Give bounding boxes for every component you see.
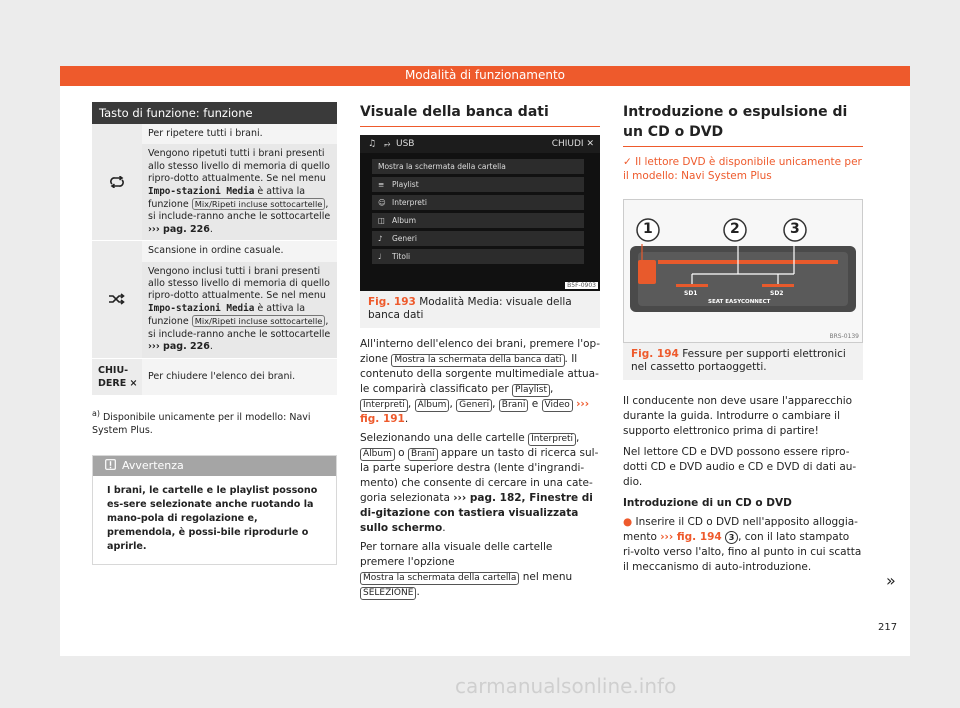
para-text: o bbox=[394, 447, 408, 459]
para-text: . bbox=[442, 522, 446, 534]
list-item-genres[interactable] bbox=[372, 231, 584, 246]
column-middle bbox=[360, 102, 600, 600]
footnote bbox=[92, 408, 337, 437]
table-row bbox=[92, 124, 337, 241]
title-icon: ♩ bbox=[378, 252, 382, 261]
warning-text: I brani, le cartelle e le playlist possono es-sere selezionate anche ruotando la mano-pola di regolazione e, premendola, è possi-bile riprodurle o aprirle. bbox=[107, 485, 318, 553]
row-description bbox=[142, 262, 337, 358]
item-label: Interpreti bbox=[392, 198, 427, 207]
para-text: , bbox=[550, 383, 554, 395]
desc-text: , si include-ranno anche le sottocartelle bbox=[148, 199, 331, 223]
ui-option: Brani bbox=[499, 399, 529, 412]
desc-text: , si include-ranno anche le sottocartelle bbox=[148, 316, 331, 340]
album-icon: ◫ bbox=[378, 216, 386, 225]
item-label: Generi bbox=[392, 234, 417, 243]
slots-figure bbox=[623, 199, 863, 343]
header-title: Modalità di funzionamento bbox=[404, 68, 566, 82]
close-label: CHIUDI bbox=[551, 139, 584, 149]
step-number-badge: 3 bbox=[725, 531, 738, 544]
para-text: All'interno dell'elenco dei brani, premere l'op-zione bbox=[360, 338, 600, 365]
close-icon: ✕ bbox=[586, 139, 594, 149]
figure-code: B5F-0903 bbox=[567, 282, 596, 289]
para-text: , bbox=[576, 432, 580, 444]
music-note-icon: ♫ bbox=[368, 139, 377, 149]
para-text: , bbox=[407, 398, 415, 410]
slot-label-sd2: SD2 bbox=[770, 290, 784, 297]
menu-name: Impo-stazioni Media bbox=[148, 185, 255, 197]
paragraph bbox=[360, 431, 600, 536]
list-item-titles[interactable] bbox=[372, 249, 584, 264]
media-screen-figure bbox=[360, 135, 600, 291]
source-label: USB bbox=[396, 139, 415, 149]
para-text: nel menu bbox=[519, 571, 573, 583]
brand-label: SEAT EASYCONNECT bbox=[708, 299, 771, 305]
table-row bbox=[92, 359, 337, 396]
menu-name: Impo-stazioni Media bbox=[148, 302, 255, 314]
continue-mark: » bbox=[886, 571, 896, 590]
desc-text: . bbox=[209, 223, 213, 235]
para-text: , bbox=[492, 398, 499, 410]
warning-icon bbox=[105, 459, 116, 470]
slot-label-sd1: SD1 bbox=[684, 290, 698, 297]
note-text: Il lettore DVD è disponibile unicamente per il modello: Navi System Plus bbox=[623, 156, 862, 182]
playlist-icon: ≡ bbox=[378, 180, 385, 189]
warning-header bbox=[93, 456, 336, 476]
row-summary: Scansione in ordine casuale. bbox=[142, 241, 337, 261]
page-header bbox=[60, 66, 910, 84]
caption-text: Modalità Media: visuale della banca dati bbox=[368, 296, 572, 321]
glovebox-slots-illustration bbox=[624, 200, 862, 342]
figure-caption bbox=[360, 291, 600, 328]
table-heading: Tasto di funzione: funzione bbox=[92, 102, 337, 124]
screen-list bbox=[372, 159, 584, 267]
screen-topbar bbox=[360, 135, 600, 153]
section-title: Introduzione o espulsione di un CD o DVD bbox=[623, 104, 848, 140]
watermark: carmanualsonline.info bbox=[455, 674, 677, 698]
header-divider bbox=[60, 84, 910, 86]
section-title: Visuale della banca dati bbox=[360, 104, 549, 120]
para-text: Per tornare alla visuale delle cartelle premere l'opzione bbox=[360, 541, 553, 568]
column-right bbox=[623, 102, 863, 575]
ui-option: Video bbox=[542, 399, 573, 412]
para-text: , bbox=[449, 398, 457, 410]
ui-option: Generi bbox=[456, 399, 492, 412]
table-key-cell bbox=[92, 241, 142, 357]
desc-text: Vengono inclusi tutti i brani presenti allo stesso livello di memoria di quello ripro-dotto attualmente. Se nel menu bbox=[148, 265, 330, 302]
row-description bbox=[142, 144, 337, 240]
paragraph bbox=[360, 337, 600, 427]
paragraph: Il conducente non deve usare l'apparecchio durante la guida. Introdurre o cambiare il supporto elettronico prima di partire! bbox=[623, 395, 853, 437]
para-text: . Il contenuto della sorgente multimediale attua-le comparirà classificato per bbox=[360, 353, 599, 395]
title-rule bbox=[623, 146, 863, 147]
ui-option: Album bbox=[360, 448, 395, 461]
title-rule bbox=[360, 126, 600, 127]
figure-reference[interactable]: ››› fig. 191 bbox=[360, 398, 590, 425]
figure-number: Fig. 194 bbox=[631, 348, 679, 360]
ui-option: Mostra la schermata della cartella bbox=[360, 572, 519, 585]
warning-title: Avvertenza bbox=[122, 459, 184, 473]
table-key-cell bbox=[92, 124, 142, 240]
manual-page bbox=[60, 66, 910, 656]
footnote-marker: a) bbox=[92, 408, 100, 418]
usb-icon: ⭈ bbox=[384, 139, 391, 148]
column-left bbox=[92, 102, 337, 565]
item-label: Album bbox=[392, 216, 417, 225]
figure-reference[interactable]: ››› fig. 194 bbox=[660, 531, 722, 543]
model-note bbox=[623, 155, 863, 183]
ui-option: Mostra la schermata della banca dati bbox=[391, 354, 564, 367]
item-label: Playlist bbox=[392, 180, 419, 189]
callout-1: 1 bbox=[643, 221, 653, 237]
item-label: Titoli bbox=[392, 252, 411, 261]
para-text: . bbox=[416, 586, 420, 598]
ui-option: SELEZIONE bbox=[360, 587, 416, 600]
genre-icon: ♪ bbox=[378, 234, 383, 243]
caption-text: Fessure per supporti elettronici nel cassetto portaoggetti. bbox=[631, 348, 846, 373]
para-text: . bbox=[404, 413, 409, 425]
warning-box bbox=[92, 455, 337, 565]
list-item-album[interactable] bbox=[372, 213, 584, 228]
close-key-label: CHIU-DERE × bbox=[92, 359, 142, 395]
desc-text: Vengono ripetuti tutti i brani presenti allo stesso livello di memoria di quello ripro-dotto attualmente. Se nel menu bbox=[148, 148, 330, 185]
close-screen-button[interactable] bbox=[552, 135, 594, 153]
option-button: Mix/Ripeti incluse sottocartelle bbox=[192, 198, 326, 210]
para-text: Selezionando una delle cartelle bbox=[360, 432, 529, 444]
page-reference[interactable]: ››› pag. 226 bbox=[148, 223, 210, 235]
figure-number: Fig. 193 bbox=[368, 296, 416, 308]
desc-text: . bbox=[209, 341, 213, 353]
desc-text: è attiva la funzione bbox=[148, 302, 306, 328]
bullet-item bbox=[623, 515, 863, 575]
callout-3: 3 bbox=[790, 221, 800, 237]
para-text: e bbox=[528, 398, 542, 410]
ui-option: Interpreti bbox=[528, 433, 576, 446]
page-number: 217 bbox=[878, 622, 898, 633]
subsection-title: Introduzione di un CD o DVD bbox=[623, 497, 792, 509]
list-item-artists[interactable] bbox=[372, 195, 584, 210]
figure-caption bbox=[623, 343, 863, 380]
paragraph: Nel lettore CD e DVD possono essere ripro-dotti CD e DVD audio e CD e DVD di dati au-dio. bbox=[623, 446, 857, 488]
figure-code: BRS-0139 bbox=[829, 333, 859, 340]
shuffle-icon bbox=[109, 293, 125, 305]
table-row bbox=[92, 241, 337, 358]
ui-option: Playlist bbox=[512, 384, 550, 397]
list-item-playlist[interactable] bbox=[372, 177, 584, 192]
bullet-icon: ● bbox=[623, 516, 633, 528]
desc-text: è attiva la funzione bbox=[148, 185, 306, 211]
paragraph bbox=[360, 540, 600, 600]
para-text: Inserire il CD o DVD nell'apposito alloggia-mento bbox=[623, 516, 858, 543]
ui-option: Album bbox=[415, 399, 450, 412]
callout-2: 2 bbox=[730, 221, 740, 237]
option-button: Mix/Ripeti incluse sottocartelle bbox=[192, 315, 326, 327]
row-summary: Per ripetere tutti i brani. bbox=[142, 124, 337, 144]
list-item-show-folder[interactable]: Mostra la schermata della cartella bbox=[372, 159, 584, 174]
page-reference[interactable]: ››› pag. 182, Finestre di di-gitazione con tastiera visualizzata sullo schermo bbox=[360, 492, 593, 534]
artist-icon: ☺ bbox=[378, 198, 386, 207]
row-summary: Per chiudere l'elenco dei brani. bbox=[142, 359, 337, 395]
repeat-icon bbox=[109, 176, 125, 188]
page-reference[interactable]: ››› pag. 226 bbox=[148, 341, 210, 353]
ui-option: Interpreti bbox=[360, 399, 408, 412]
footnote-text: Disponibile unicamente per il modello: Navi System Plus. bbox=[92, 412, 311, 436]
ui-option: Brani bbox=[408, 448, 438, 461]
para-text: appare un tasto di ricerca sul-la parte superiore destra (lente d'ingrandi-mento) che consente di cercare in una cate-goria selezionata bbox=[360, 447, 599, 504]
para-text: , con il lato stampato ri-volto verso l'alto, fino al punto in cui scatta il meccanismo di auto-introduzione. bbox=[623, 531, 862, 573]
check-icon: ✓ bbox=[623, 156, 632, 168]
